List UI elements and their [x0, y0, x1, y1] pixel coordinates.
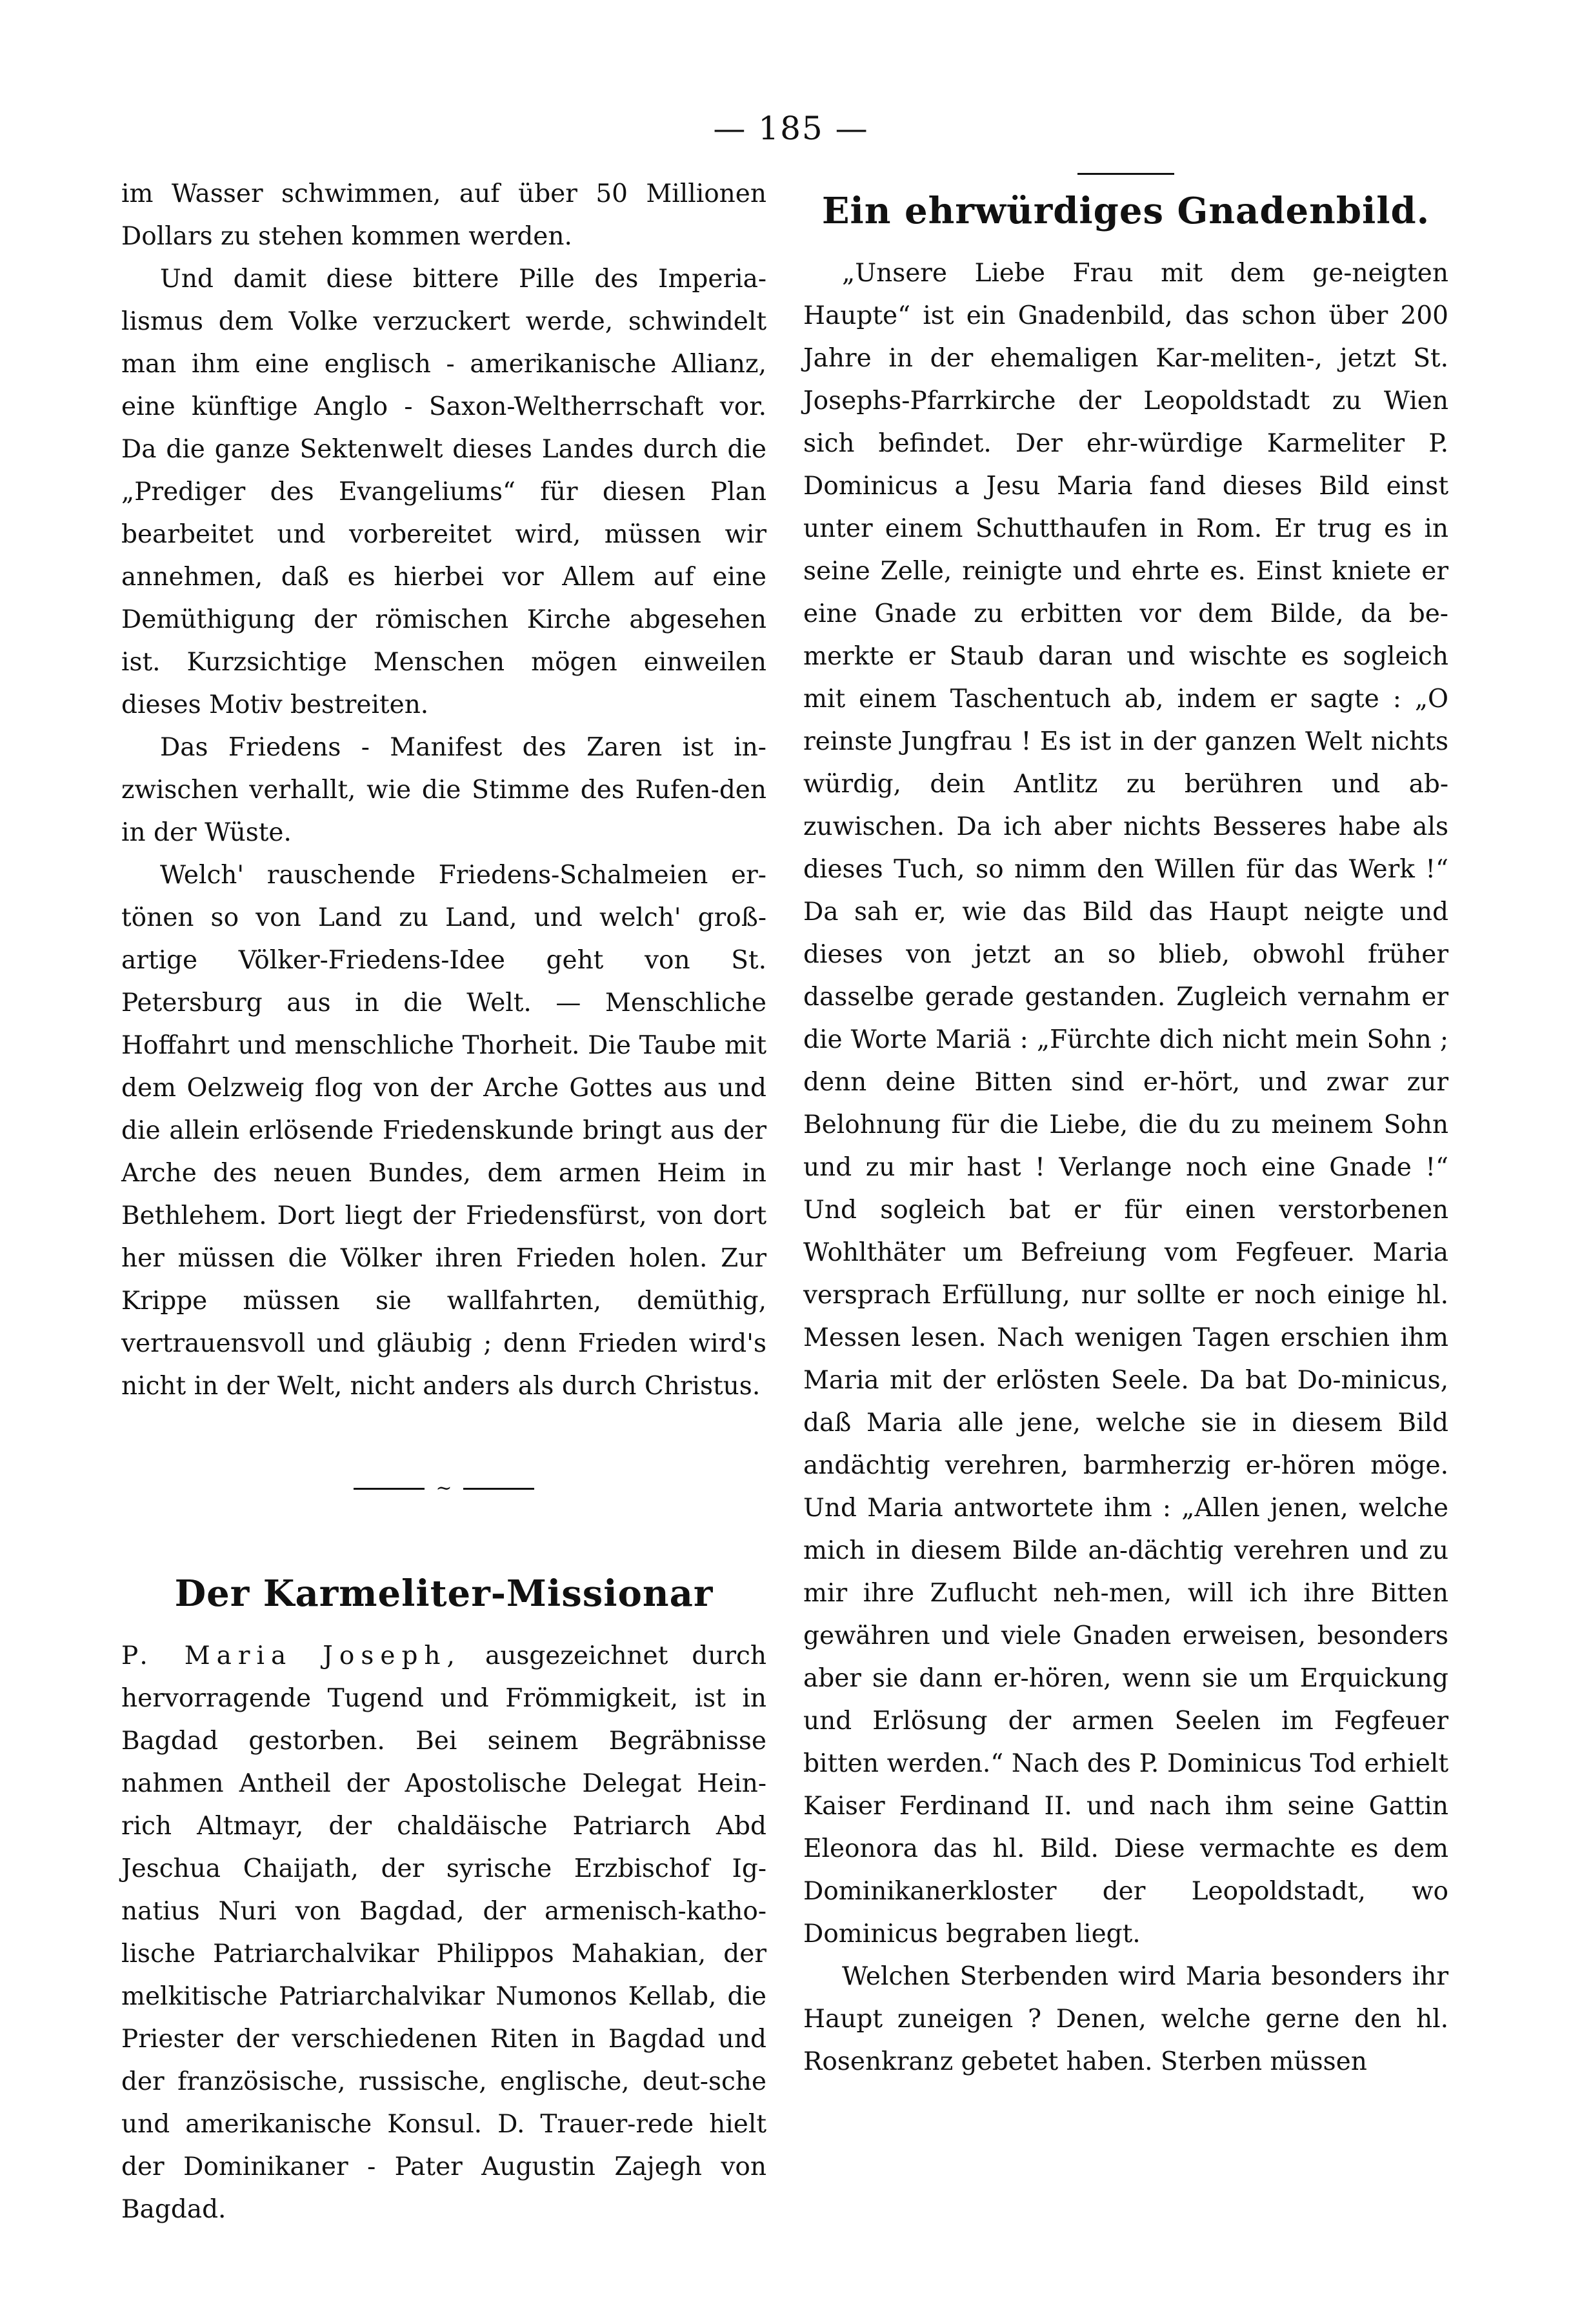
section-title-gnadenbild: Ein ehrwürdiges Gnadenbild.: [821, 190, 1430, 232]
missionary-name: P. Maria Joseph,: [121, 1641, 461, 1670]
page-number: — 185 —: [713, 110, 869, 147]
divider-line-right: [463, 1488, 534, 1490]
paragraph-1: im Wasser schwimmen, auf über 50 Millionen Dollars zu stehen kommen werden.: [121, 179, 766, 251]
karmeliter-paragraph: [121, 1635, 766, 2231]
divider-ornament-icon: ~: [436, 1477, 452, 1499]
section-divider: [354, 1479, 534, 1498]
gnadenbild-paragraph-2: Welchen Sterbenden wird Maria besonders ihr Haupt zuneigen ? Denen, welche gerne den hl. Rosenkranz gebetet haben. Sterben müssen: [803, 1962, 1448, 2076]
top-rule: [1077, 173, 1174, 175]
left-column: [121, 173, 766, 2231]
section-title-karmeliter: Der Karmeliter-Missionar: [174, 1572, 714, 1615]
paragraph-2: Und damit diese bittere Pille des Imperia-lismus dem Volke verzuckert werde, schwindelt man ihm eine englisch - amerikanische Allianz, eine künftige Anglo - Saxon-Weltherrschaft vor. Da die ganze Sektenwelt dieses Landes durch die „Prediger des Evangeliums“ für diesen Plan bearbeitet und vorbereitet wird, müssen wir annehmen, daß es hierbei vor Allem auf eine Demüthigung der römischen Kirche abgesehen ist. Kurzsichtige Menschen mögen einweilen dieses Motiv bestreiten.: [121, 265, 766, 719]
paragraph-3: Das Friedens - Manifest des Zaren ist in-zwischen verhallt, wie die Stimme des Rufen-den in der Wüste.: [121, 733, 766, 847]
karmeliter-paragraph-text: ausgezeichnet durch hervorragende Tugend und Frömmigkeit, ist in Bagdad gestorben. Bei seinem Begräbnisse nahmen Antheil der Apostolische Delegat Hein-rich Altmayr, der chaldäische Patriarch Abd Jeschua Chaijath, der syrische Erzbischof Ig-natius Nuri von Bagdad, der armenisch-katho-lische Patriarchalvikar Philippos Mahakian, der melkitische Patriarchalvikar Numonos Kellab, die Priester der verschiedenen Riten in Bagdad und der französische, russische, englische, deut-sche und amerikanische Konsul. D. Trauer-rede hielt der Dominikaner - Pater Augustin Zajegh von Bagdad.: [121, 1641, 766, 2224]
paragraph-4: Welch' rauschende Friedens-Schalmeien er-tönen so von Land zu Land, und welch' groß-artige Völker-Friedens-Idee geht von St. Petersburg aus in die Welt. — Menschliche Hoffahrt und menschliche Thorheit. Die Taube mit dem Oelzweig flog von der Arche Gottes aus und die allein erlösende Friedenskunde bringt aus der Arche des neuen Bundes, dem armen Heim in Bethlehem. Dort liegt der Friedensfürst, von dort her müssen die Völker ihren Frieden holen. Zur Krippe müssen sie wallfahrten, demüthig, vertrauensvoll und gläubig ; denn Frieden wird's nicht in der Welt, nicht anders als durch Christus.: [121, 861, 766, 1401]
right-column: [803, 173, 1448, 2083]
karmeliter-section: [121, 1569, 766, 2231]
divider-line-left: [354, 1488, 425, 1490]
gnadenbild-paragraph-1: „Unsere Liebe Frau mit dem ge-neigten Haupte“ ist ein Gnadenbild, das schon über 200 Jahre in der ehemaligen Kar-meliten-, jetzt St. Josephs-Pfarrkirche der Leopoldstadt zu Wien sich befindet. Der ehr-würdige Karmeliter P. Dominicus a Jesu Maria fand dieses Bild einst unter einem Schutthaufen in Rom. Er trug es in seine Zelle, reinigte und ehrte es. Einst kniete er eine Gnade zu erbitten vor dem Bilde, da be-merkte er Staub daran und wischte es sogleich mit einem Taschentuch ab, indem er sagte : „O reinste Jungfrau ! Es ist in der ganzen Welt nichts würdig, dein Antlitz zu berühren und ab-zuwischen. Da ich aber nichts Besseres habe als dieses Tuch, so nimm den Willen für das Werk !“ Da sah er, wie das Bild das Haupt neigte und dieses von jetzt an so blieb, obwohl früher dasselbe gerade gestanden. Zugleich vernahm er die Worte Mariä : „Fürchte dich nicht mein Sohn ; denn deine Bitten sind er-hört, und zwar zur Belohnung für die Liebe, die du zu meinem Sohn und zu mir hast ! Verlange noch eine Gnade !“ Und sogleich bat er für einen verstorbenen Wohlthäter um Befreiung vom Fegfeuer. Maria versprach Erfüllung, nur sollte er noch einige hl. Messen lesen. Nach wenigen Tagen erschien ihm Maria mit der erlösten Seele. Da bat Do-minicus, daß Maria alle jene, welche sie in diesem Bild andächtig verehren, barmherzig er-hören möge. Und Maria antwortete ihm : „Allen jenen, welche mich in diesem Bilde an-dächtig verehren und zu mir ihre Zuflucht neh-men, will ich ihre Bitten gewähren und viele Gnaden erweisen, besonders aber sie dann er-hören, wenn sie um Erquickung und Erlösung der armen Seelen im Fegfeuer bitten werden.“ Nach des P. Dominicus Tod erhielt Kaiser Ferdinand II. und nach ihm seine Gattin Eleonora das hl. Bild. Diese vermachte es dem Dominikanerkloster der Leopoldstadt, wo Dominicus begraben liegt.: [803, 259, 1448, 1948]
